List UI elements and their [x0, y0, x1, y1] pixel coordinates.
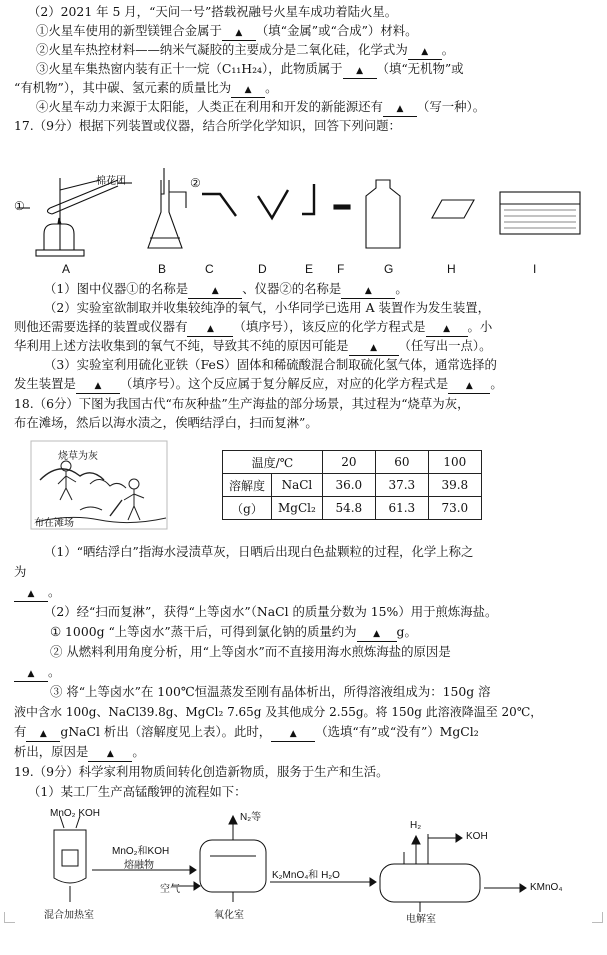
- q18-part2-b: ① 1000g “上等卤水”蒸干后，可得到氯化钠的质量约为 ▲ g。: [50, 624, 607, 642]
- temp-cell: 60: [375, 451, 428, 474]
- flow-oxidation-label: 氧化室: [214, 910, 244, 921]
- instrument-mark-1: ①: [14, 199, 25, 213]
- table-row: [223, 451, 482, 474]
- q17-part3-b: 发生装置是 ▲ （填序号）。这个反应属于复分解反应，对应的化学方程式是 ▲ 。: [14, 376, 598, 394]
- q17-part2-c: 华利用上述方法收集到的氧气不纯，导致其不纯的原因可能是 ▲ （任写出一点）。: [14, 338, 598, 356]
- flow-input-label: MnO₂ KOH: [50, 808, 100, 819]
- q19-heading: 19.（9分）科学家利用物质间转化创造新物质，服务于生产和生活。: [14, 764, 389, 779]
- temp-header: 温度/℃: [223, 451, 323, 474]
- apparatus-a: [17, 178, 132, 256]
- temp-cell: 100: [428, 451, 481, 474]
- q18-heading-1: 18.（6分）下图为我国古代“布灰种盐”生产海盐的部分场景，其过程为“烧草为灰，: [14, 396, 470, 411]
- q19-part1: （1）某工厂生产高锰酸钾的流程如下：: [28, 784, 247, 799]
- answer-blank[interactable]: ▲: [188, 282, 242, 299]
- answer-blank[interactable]: ▲: [88, 745, 132, 762]
- q18-part2-d: ▲ 。: [14, 664, 598, 682]
- flow-melt-label-2: 熔融物: [124, 860, 154, 871]
- instrument-mark-2: ②: [190, 176, 201, 190]
- apparatus-g: [366, 180, 400, 248]
- letter-a: A: [62, 262, 71, 276]
- flow-koh-label: KOH: [466, 831, 488, 842]
- q17-heading: 17.（9分）根据下列装置或仪器，结合所学化学知识，回答下列问题：: [14, 118, 401, 133]
- q16-line1: ①火星车使用的新型镁锂合金属于 ▲ （填“金属”或“合成”）材料。: [36, 23, 598, 41]
- answer-blank[interactable]: ▲: [14, 665, 48, 682]
- q16-line5: ④火星车动力来源于太阳能，人类正在利用和开发的新能源还有 ▲ （写一种）。: [36, 99, 598, 117]
- answer-blank[interactable]: ▲: [343, 62, 377, 79]
- table-cell: 61.3: [375, 497, 428, 520]
- letter-i: I: [533, 262, 537, 276]
- flow-n2-label: N₂等: [240, 812, 262, 823]
- corner-mark: [4, 912, 15, 923]
- q16-line4: “有机物”），其中碳、氢元素的质量比为 ▲ 。: [14, 80, 598, 98]
- apparatus-f: [334, 205, 350, 209]
- substance-name: NaCl: [272, 474, 323, 497]
- answer-blank[interactable]: ▲: [383, 100, 417, 117]
- q18-part3-b: 液中含水 100g、NaCl39.8g、MgCl₂ 7.65g 及其他成分 2.55g。将 150g 此溶液降温至 20℃，: [14, 705, 543, 719]
- table-cell: 73.0: [428, 497, 481, 520]
- answer-blank[interactable]: ▲: [222, 24, 256, 41]
- temp-cell: 20: [322, 451, 375, 474]
- flow-heater-label: 混合加热室: [44, 910, 94, 921]
- flow-h2-label: H₂: [410, 820, 422, 831]
- q17-part2-b: 则他还需要选择的装置或仪器有 ▲ （填序号），该反应的化学方程式是 ▲ 。小: [14, 319, 598, 337]
- flow-melt-label-1: MnO₂和KOH: [112, 846, 170, 857]
- apparatus-h: [432, 200, 474, 218]
- apparatus-d: [258, 190, 288, 218]
- q16-line2: ②火星车热控材料——纳米气凝胶的主要成分是二氧化硅，化学式为 ▲ 。: [36, 42, 598, 60]
- table-cell: 54.8: [322, 497, 375, 520]
- q18-part1-b: 为: [14, 564, 27, 579]
- sol-label-2: （g）: [223, 497, 272, 520]
- letter-g: G: [384, 262, 394, 276]
- letter-b: B: [158, 262, 167, 276]
- letter-d: D: [258, 262, 267, 276]
- answer-blank[interactable]: ▲: [349, 339, 399, 356]
- q18-part2-c: ② 从燃料利用角度分析，用“上等卤水”而不直接用海水煎炼海盐的原因是: [50, 644, 451, 659]
- q18-part2-a: （2）经“扫而复淋”，获得“上等卤水”（NaCl 的质量分数为 15%）用于煎炼海盐。: [44, 604, 498, 619]
- answer-blank[interactable]: ▲: [271, 725, 315, 742]
- answer-blank[interactable]: ▲: [448, 377, 490, 394]
- flow-electrolysis-label: 电解室: [406, 914, 436, 925]
- answer-blank[interactable]: ▲: [357, 625, 397, 642]
- table-row: [223, 497, 482, 520]
- flow-kmno4-label: KMnO₄: [530, 882, 563, 893]
- letter-e: E: [305, 262, 314, 276]
- q16-line3: ③火星车集热窗内装有正十一烷（C₁₁H₂₄），此物质属于 ▲ （填“无机物”或: [36, 61, 598, 79]
- answer-blank[interactable]: ▲: [408, 43, 442, 60]
- table-cell: 39.8: [428, 474, 481, 497]
- apparatus-c: [202, 194, 236, 216]
- q17-part1: （1）图中仪器①的名称是 ▲ 、仪器②的名称是 ▲ 。: [44, 281, 606, 299]
- substance-name: MgCl₂: [272, 497, 323, 520]
- letter-f: F: [337, 262, 345, 276]
- table-cell: 37.3: [375, 474, 428, 497]
- q18-part1-a: （1）“晒结浮白”指海水浸渍草灰，日晒后出现白色盐颗粒的过程，化学上称之: [44, 544, 474, 559]
- oxidation-chamber: [172, 816, 266, 902]
- answer-blank[interactable]: ▲: [187, 320, 233, 337]
- answer-blank[interactable]: ▲: [76, 377, 120, 394]
- apparatus-i: [500, 192, 580, 234]
- illustration-label-1: 烧草为灰: [58, 451, 98, 462]
- table-cell: 36.0: [322, 474, 375, 497]
- electrolysis-chamber: [380, 834, 526, 912]
- corner-mark: [592, 912, 603, 923]
- table-row: [223, 474, 482, 497]
- answer-blank[interactable]: ▲: [26, 725, 60, 742]
- flow-air-label: 空气: [160, 884, 180, 895]
- illustration-label-2: 布在滩场: [34, 518, 74, 529]
- q18-part3-c: 有 ▲ gNaCl 析出（溶解度见上表）。此时， ▲ （选填“有”或“没有”）MgCl₂: [14, 724, 598, 742]
- answer-blank[interactable]: ▲: [14, 585, 48, 602]
- letter-h: H: [447, 262, 456, 276]
- q18-part1-c: ▲ 。: [14, 584, 598, 602]
- solubility-table: [222, 450, 482, 520]
- mixing-heater: [54, 816, 86, 902]
- flow-mix-label: K₂MnO₄和 H₂O: [272, 870, 340, 881]
- cotton-label: 棉花团: [96, 176, 126, 187]
- q18-part3-d: 析出，原因是 ▲ 。: [14, 744, 598, 762]
- answer-blank[interactable]: ▲: [231, 81, 265, 98]
- apparatus-b: [148, 168, 186, 248]
- q18-heading-2: 布在滩场，然后以海水渍之，俟晒结浮白，扫而复淋”。: [14, 415, 318, 430]
- q18-part3-a: ③ 将“上等卤水”在 100℃恒温蒸发至刚有晶体析出，所得溶液组成为：150g 溶: [50, 684, 491, 699]
- q17-part3-a: （3）实验室利用硫化亚铁（FeS）固体和稀硫酸混合制取硫化氢气体，通常选择的: [44, 357, 497, 372]
- letter-c: C: [205, 262, 214, 276]
- q16-part2-intro: （2）2021 年 5 月，“天问一号”搭载祝融号火星车成功着陆火星。: [28, 4, 398, 19]
- apparatus-e: [302, 184, 314, 214]
- q17-part2-a: （2）实验室欲制取并收集较纯净的氧气，小华同学已选用 A 装置作为发生装置，: [44, 300, 490, 315]
- answer-blank[interactable]: ▲: [426, 320, 468, 337]
- answer-blank[interactable]: ▲: [341, 282, 395, 299]
- sol-label-1: 溶解度: [223, 474, 272, 497]
